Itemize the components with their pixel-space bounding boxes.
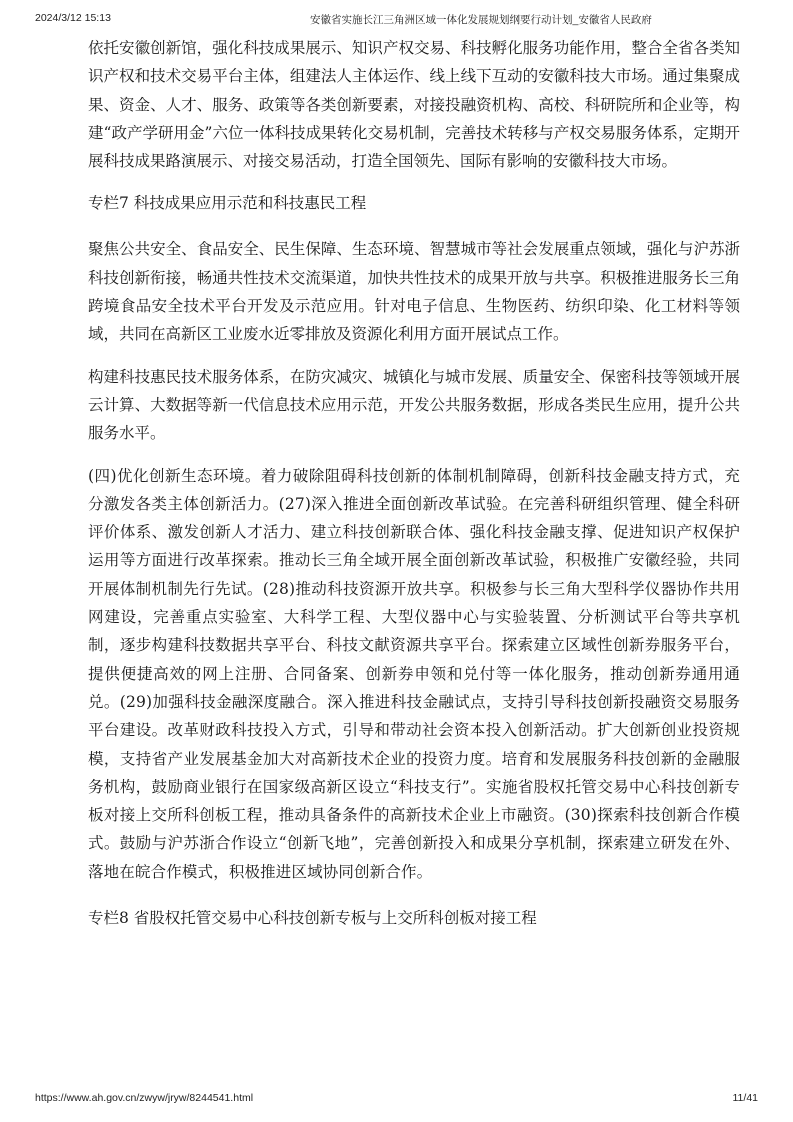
print-date: 2024/3/12 15:13 bbox=[35, 12, 111, 24]
paragraph-market: 依托安徽创新馆，强化科技成果展示、知识产权交易、科技孵化服务功能作用，整合全省各类知识产权和技术交易平台主体，组建法人主体运作、线上线下互动的安徽科技大市场。通过集聚成果、资金、人才、服务、政策等各类创新要素，对接投融资机构、高校、科研院所和企业等，构建“政产学研用金”六位一体科技成果转化交易机制，完善技术转移与产权交易服务体系，定期开展科技成果路演展示、对接交易活动，打造全国领先、国际有影响的安徽科技大市场。 bbox=[88, 39, 740, 171]
document-body bbox=[88, 34, 740, 932]
paragraph-box7-2: 构建科技惠民技术服务体系，在防灾减灾、城镇化与城市发展、质量安全、保密科技等领域开展云计算、大数据等新一代信息技术应用示范，开发公共服务数据，形成各类民生应用，提升公共服务水平。 bbox=[88, 367, 740, 443]
paragraph-box7-1: 聚焦公共安全、食品安全、民生保障、生态环境、智慧城市等社会发展重点领域，强化与沪苏浙科技创新衔接，畅通共性技术交流渠道，加快共性技术的成果开放与共享。积极推进服务长三角跨境食品安全技术平台开发及示范应用。针对电子信息、生物医药、纺织印染、化工材料等领域，共同在高新区工业废水近零排放及资源化利用方面开展试点工作。 bbox=[88, 240, 740, 344]
box-8-title: 专栏8 省股权托管交易中心科技创新专板与上交所科创板对接工程 bbox=[88, 909, 537, 928]
print-footer bbox=[35, 1092, 758, 1108]
paragraph-section-4: (四)优化创新生态环境。着力破除阻碍科技创新的体制机制障碍，创新科技金融支持方式，充分激发各类主体创新活力。(27)深入推进全面创新改革试验。在完善科研组织管理、健全科研评价体系、激发创新人才活力、建立科技创新联合体、强化科技金融支撑、促进知识产权保护运用等方面进行改革探索。推动长三角全域开展全面创新改革试验，积极推广安徽经验，共同开展体制机制先行先试。(28)推动科技资源开放共享。积极参与长三角大型科学仪器协作共用网建设，完善重点实验室、大科学工程、大型仪器中心与实验装置、分析测试平台等共享机制，逐步构建科技数据共享平台、科技文献资源共享平台。探索建立区域性创新券服务平台，提供便捷高效的网上注册、合同备案、创新券申领和兑付等一体化服务，推动创新券通用通兑。(29)加强科技金融深度融合。深入推进科技金融试点，支持引导科技创新投融资交易服务平台建设。改革财政科技投入方式，引导和带动社会资本投入创新活动。扩大创新创业投资规模，支持省产业发展基金加大对高新技术企业的投资力度。培育和发展服务科技创新的金融服务机构，鼓励商业银行在国家级高新区设立“科技支行”。实施省股权托管交易中心科技创新专板对接上交所科创板工程，推动具备条件的高新技术企业上市融资。(30)探索科技创新合作模式。鼓励与沪苏浙合作设立“创新飞地”，完善创新投入和成果分享机制，探索建立研发在外、落地在皖合作模式，积极推进区域协同创新合作。 bbox=[88, 466, 740, 881]
source-url: https://www.ah.gov.cn/zwyw/jryw/8244541.html bbox=[35, 1092, 254, 1104]
print-header bbox=[35, 12, 758, 28]
print-page-title: 安徽省实施长江三角洲区域一体化发展规划纲要行动计划_安徽省人民政府 bbox=[310, 14, 652, 26]
box-7-title: 专栏7 科技成果应用示范和科技惠民工程 bbox=[88, 194, 367, 213]
page-number: 11/41 bbox=[732, 1092, 758, 1104]
